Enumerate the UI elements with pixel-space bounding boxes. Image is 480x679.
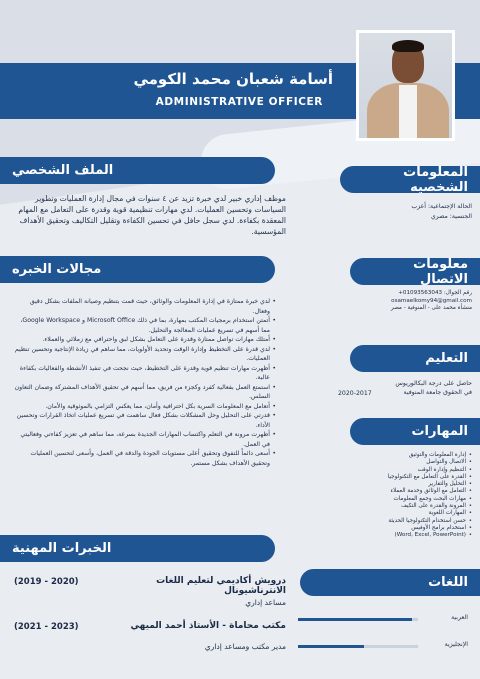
personal-heading-label: المعلومات الشخصيه bbox=[403, 164, 468, 195]
candidate-name: أسامة شعبان محمد الكومي bbox=[133, 70, 333, 88]
expertise-item: • لدي قدرة على التخطيط وإدارة الوقت وتحديد الأولويات، مما ساهم في زيادة الإنتاجية وتحسين تنظيم العمليات. bbox=[14, 345, 276, 364]
address: منشأة محمد على - المنوفية - مصر bbox=[390, 305, 472, 311]
profile-photo bbox=[356, 30, 455, 141]
phone-number: رقم الجوال: 01093563043+ bbox=[398, 290, 472, 296]
skills-list bbox=[330, 452, 472, 540]
marital-status: الحالة الإجتماعية: أعزب bbox=[411, 203, 472, 210]
skill-item: • القدرة على التعامل مع التكنولوجيا bbox=[330, 474, 472, 481]
language-level-fill bbox=[298, 618, 412, 621]
education-heading-label: التعليم bbox=[425, 351, 468, 366]
expertise-item: • أتعامل مع المعلومات السرية بكل احترافية وأمان، مما يعكس التزامي بالموثوقية والأمان. bbox=[14, 402, 276, 412]
languages-heading-label: اللغات bbox=[428, 575, 468, 590]
skill-item: • إدارة المعلومات والتوثيق bbox=[330, 452, 472, 459]
languages-heading bbox=[300, 569, 480, 596]
nationality: الجنسية: مصري bbox=[430, 212, 472, 220]
experience-role: مساعد إداري bbox=[245, 598, 286, 607]
profile-heading bbox=[0, 157, 275, 184]
expertise-item: • أتمتن استخدام برمجيات المكتب بمهارة، بما في ذلك Microsoft Office و Google Workspace، مما أسهم في تسريع عمليات المعالجة والتحليل. bbox=[14, 316, 276, 335]
expertise-item: • قدرتي على التحليل وحل المشكلات بشكل فعال ساهمت في تسريع عمليات اتخاذ القرارات وتحسين الأداء. bbox=[14, 411, 276, 430]
language-level-track bbox=[298, 645, 418, 648]
education-heading bbox=[350, 345, 480, 372]
skill-item: • التنظيم وإدارة الوقت bbox=[330, 467, 472, 474]
expertise-item: • لدي خبرة ممتازة في إدارة المعلومات والوثائق، حيث قمت بتنظيم وصيانة الملفات بشكل دقيق وفعال. bbox=[14, 297, 276, 316]
skill-item: • مهارات البحث وجمع المعلومات bbox=[330, 496, 472, 503]
contact-details bbox=[340, 290, 472, 313]
skill-item: • المهارات اللغوية bbox=[330, 510, 472, 517]
expertise-list bbox=[14, 297, 276, 468]
skill-item: • الاتصال والتواصل bbox=[330, 459, 472, 466]
language-name: العربية bbox=[451, 614, 468, 621]
language-level-track bbox=[298, 618, 418, 621]
experience-role: مدير مكتب ومساعد إداري bbox=[204, 642, 286, 651]
skills-heading-label: المهارات bbox=[411, 424, 468, 439]
contact-heading bbox=[350, 258, 480, 285]
experience-title: درويش أكاديمي لتعليم اللغات الانترناشيونال bbox=[156, 576, 286, 596]
expertise-heading-label: مجالات الخبره bbox=[12, 262, 102, 277]
skill-item: • التحليل والتقارير bbox=[330, 481, 472, 488]
expertise-item: • أظهرت مرونة في التعلم واكتساب المهارات الجديدة بسرعة، مما ساهم في تعزيز كفاءتي وفعاليتي في العمل. bbox=[14, 430, 276, 449]
skill-item: • استخدام برامج الأوفيس bbox=[330, 525, 472, 532]
experience-dates: (2021 - 2023) bbox=[14, 622, 79, 632]
language-row bbox=[298, 614, 468, 624]
personal-heading bbox=[340, 166, 480, 193]
language-name: الإنجليزية bbox=[444, 641, 468, 648]
job-title: ADMINISTRATIVE OFFICER bbox=[155, 96, 323, 108]
experience-heading-label: الخبرات المهنية bbox=[12, 541, 112, 556]
education-school: في الحقوق جامعة المنوفية bbox=[403, 389, 472, 396]
email-address: osamaelkomy94@gmail.com bbox=[391, 297, 472, 304]
contact-heading-label: معلومات الاتصال bbox=[413, 256, 468, 287]
personal-details bbox=[340, 202, 472, 221]
expertise-item: • أسعى دائماً للتفوق وتحقيق أعلى مستويات الجودة والدقة في العمل، وأسعى لتحسين العمليات وتحقيق الأهداف بشكل مستمر. bbox=[14, 449, 276, 468]
skill-item: • حسن استخدام التكنولوجيا الحديثة bbox=[330, 518, 472, 525]
experience-heading bbox=[0, 535, 275, 562]
expertise-heading bbox=[0, 256, 275, 283]
skill-item: • المرونة والقدرة على التكيف bbox=[330, 503, 472, 510]
expertise-item: • استمتع العمل بفعالية كفرد وكجزء من فريق، مما أسهم في تحقيق الأهداف المشتركة وضمان التعاون السلس. bbox=[14, 383, 276, 402]
profile-heading-label: الملف الشخصي bbox=[12, 163, 114, 178]
skills-heading bbox=[350, 418, 480, 445]
profile-text: موظف إداري خبير لدي خبرة تزيد عن ٤ سنوات في مجال إدارة العمليات وتطوير السياسات وتحسين العمليات. لدي مهارات تنظيمية قوية وقدرة على التعامل مع المهام المعقدة بكفاءة. لدي سجل حافل في تحسين الكفاءة وتقليل التكاليف وتحقيق الأهداف المؤسسية. bbox=[18, 194, 286, 236]
language-level-fill bbox=[298, 645, 364, 648]
experience-dates: (2019 - 2020) bbox=[14, 577, 79, 587]
experience-title: مكتب محاماة - الأستاذ أحمد الميهي bbox=[130, 621, 286, 631]
expertise-item: • أمتلك مهارات تواصل ممتازة وقدرة على التعامل بشكل لبق واحترافي مع زملائي والعملاء. bbox=[14, 335, 276, 345]
skill-item: • التعامل مع الوثائق وخدمة العملاء bbox=[330, 488, 472, 495]
education-degree: حاصل على درجة البكالوريوس bbox=[395, 380, 472, 387]
language-row bbox=[298, 641, 468, 651]
expertise-item: • أظهرت مهارات تنظيم قوية وقدرة على التخطيط، حيث نجحت في تنفيذ الأنشطة والفعاليات بكفاءة عالية. bbox=[14, 364, 276, 383]
education-dates: 2020-2017 bbox=[338, 390, 372, 397]
skill-item: • (Word, Excel, PowerPoint) bbox=[330, 532, 472, 539]
